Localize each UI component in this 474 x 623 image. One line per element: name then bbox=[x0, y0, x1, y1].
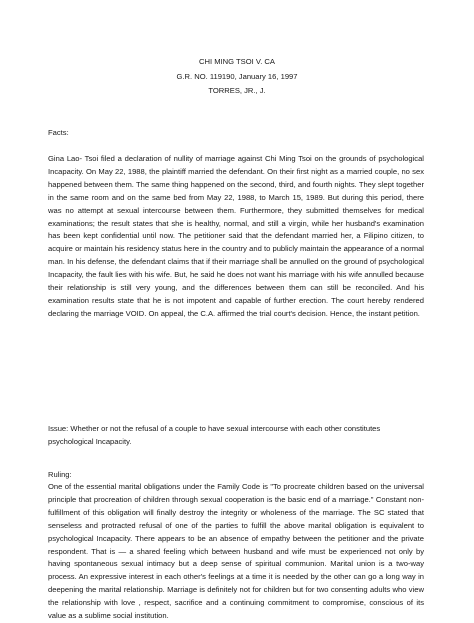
ruling-paragraph: One of the essential marital obligations under the Family Code is "To procreate children based on the universal principle that procreation of children through sexual cooperation is the basic end of a marriage." Constant non-fulfillment of this obligation will finally destroy the integrity or wholeness of the marriage. The SC stated that senseless and protracted refusal of one of the parties to fulfill the above marital obligation is equivalent to psychological Incapacity. There appears to be an absence of empathy between the petitioner and the private respondent. That is — a shared feeling which between husband and wife must be experienced not only by having spontaneous sexual intimacy but a deep sense of spiritual communion. Marital union is a two-way process. An expressive interest in each other's feelings at a time it is needed by the other can go a long way in deepening the marital relationship. Marriage is definitely not for children but for two consenting adults who view the relationship with love , respect, sacrifice and a continuing commitment to compromise, conscious of its value as a sublime social institution. bbox=[48, 482, 424, 621]
facts-paragraph: Gina Lao- Tsoi filed a declaration of nullity of marriage against Chi Ming Tsoi on the grounds of psychological Incapacity. On May 22, 1988, the plaintiff married the defendant. On their first night as a married couple, no sex happened between them. The same thing happened on the second, third, and fourth nights. They slept together in the same room and on the same bed from May 22, 1988, to March 15, 1989. But during this period, there was no attempt at sexual intercourse between them. Furthermore, they submitted themselves for medical examinations; the result states that she is healthy, normal, and still a virgin, while her husband's examination has been kept confidential until now. The petitioner said that the defendant married her, a Filipino citizen, to acquire or maintain his residency status here in the country and to publicly maintain the appearance of a normal man. In his defense, the defendant claims that if their marriage shall be annulled on the ground of psychological Incapacity, the fault lies with his wife. But, he said he does not want his marriage with his wife annulled because their relationship is still very young, and the differences between them can still be reconciled. And his examination results state that he is not impotent and capable of further erection. The court hereby rendered declaring the marriage VOID. On appeal, the C.A. affirmed the trial court's decision. Hence, the instant petition. bbox=[48, 154, 424, 318]
ponente: TORRES, JR., J. bbox=[208, 86, 266, 95]
ruling-heading: Ruling: bbox=[48, 470, 72, 479]
case-number: G.R. NO. 119190, January 16, 1997 bbox=[176, 71, 298, 81]
issue-paragraph: Issue: Whether or not the refusal of a couple to have sexual intercourse with each other constitutes psychological Incapacity. bbox=[48, 424, 381, 446]
facts-heading: Facts: bbox=[48, 128, 69, 137]
case-header bbox=[0, 55, 474, 99]
case-title: CHI MING TSOI V. CA bbox=[199, 57, 275, 66]
